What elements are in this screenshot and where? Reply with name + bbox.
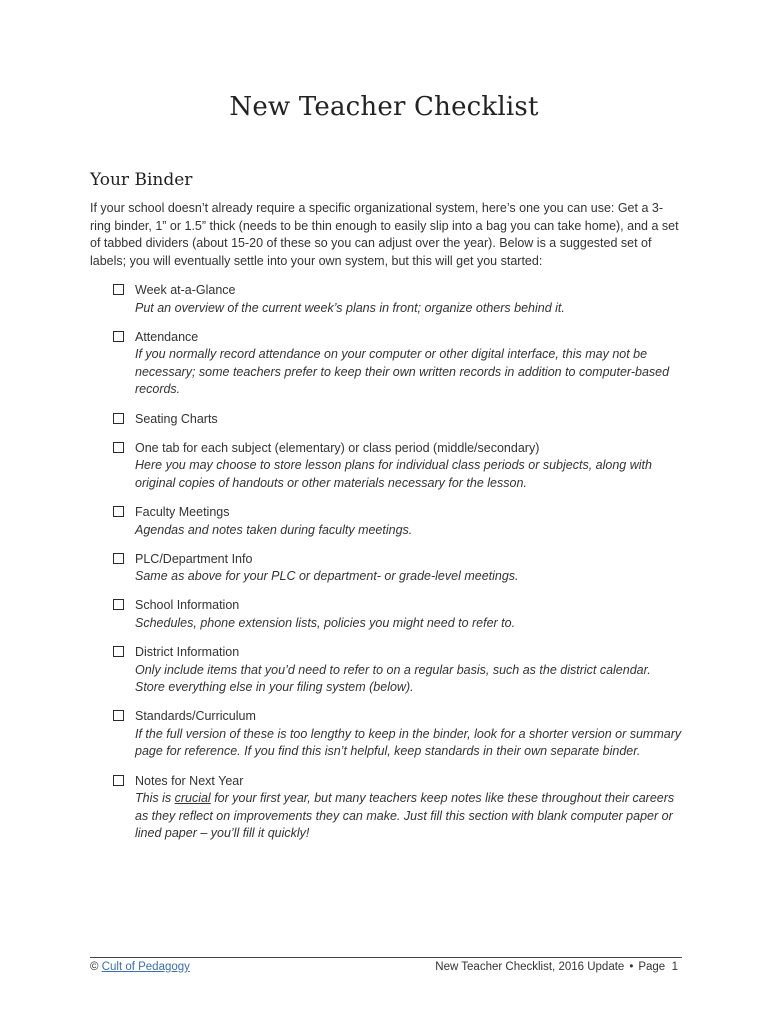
page-title: New Teacher Checklist [229, 92, 539, 122]
checklist-item-label: Faculty Meetings [135, 504, 230, 519]
checklist-item-description: If the full version of these is too lengthy to keep in the binder, look for a shorter version or summary page for reference. If you find this isn’t helpful, keep standards in their own separate binder. [135, 726, 682, 759]
checklist-item-label: Week at-a-Glance [135, 283, 236, 297]
checkbox[interactable] [113, 599, 124, 610]
checkbox[interactable] [113, 506, 124, 517]
checklist-item-week-at-a-glance [113, 282, 683, 317]
checklist-item-district-information [113, 644, 683, 697]
checklist-item-description [135, 790, 683, 843]
checklist-item-description: Only include items that you’d need to refer to on a regular basis, such as the district calendar. Store everything else in your filing system (below). [135, 662, 651, 695]
footer-copyright [90, 961, 190, 973]
description-text-before: This is [135, 791, 175, 806]
page-label: Page [638, 961, 666, 973]
checklist-item-label: One tab for each subject (elementary) or class period (middle/secondary) [135, 440, 540, 455]
checklist-item-label: Seating Charts [135, 411, 218, 426]
cult-of-pedagogy-link[interactable]: Cult of Pedagogy [101, 961, 190, 973]
checkbox[interactable] [113, 442, 124, 453]
intro-paragraph: If your school doesn’t already require a specific organizational system, here’s one you can use: Get a 3-ring binder, 1” or 1.5” thick (needs to be thin enough to easily slip into a bag you can take home), and a set of tabbed dividers (about 15-20 of these so you can adjust over the year). Below is a suggested set of labels; you will eventually settle into your own system, but this will get you started: [90, 201, 679, 268]
footer-divider [90, 957, 682, 958]
checklist-item-description: Schedules, phone extension lists, policies you might need to refer to. [135, 615, 516, 630]
checklist-item-description: Agendas and notes taken during faculty meetings. [135, 522, 413, 537]
emphasized-word: crucial [174, 791, 211, 806]
checkbox[interactable] [113, 284, 124, 295]
checklist-item-label: PLC/Department Info [135, 551, 253, 566]
copyright-symbol: © [90, 961, 99, 973]
checklist-item-seating-charts [113, 411, 683, 429]
section-heading: Your Binder [90, 170, 193, 190]
checklist-item-description: If you normally record attendance on your computer or other digital interface, this may not be necessary; some teachers prefer to keep their own written records in addition to computer-based records. [135, 347, 670, 397]
checkbox[interactable] [113, 553, 124, 564]
checklist-item-faculty-meetings [113, 504, 683, 539]
checkbox[interactable] [113, 413, 124, 424]
checklist-item-attendance [113, 329, 683, 399]
bullet-separator: • [629, 961, 634, 973]
checkbox[interactable] [113, 331, 124, 342]
checklist-item-label: District Information [135, 645, 240, 659]
checkbox[interactable] [113, 710, 124, 721]
checklist-item-school-information [113, 597, 683, 632]
checklist-item-subject-tabs [113, 440, 683, 493]
checklist-item-label: School Information [135, 598, 240, 613]
checklist-item-label: Standards/Curriculum [135, 709, 256, 724]
checkbox[interactable] [113, 646, 124, 657]
checklist-item-label: Notes for Next Year [135, 773, 244, 788]
footer-page-info [435, 961, 678, 973]
checklist-item-standards-curriculum [113, 708, 683, 761]
checklist-item-description: Same as above for your PLC or department- or grade-level meetings. [135, 569, 519, 584]
checkbox[interactable] [113, 775, 124, 786]
binder-checklist [113, 282, 683, 854]
checklist-item-description: Put an overview of the current week’s plans in front; organize others behind it. [135, 300, 565, 315]
checklist-item-notes-next-year [113, 773, 683, 843]
checklist-item-label: Attendance [135, 329, 199, 344]
footer-document-label: New Teacher Checklist, 2016 Update [435, 961, 625, 973]
checklist-item-plc-department [113, 551, 683, 586]
page-number: 1 [671, 961, 678, 973]
description-text-after: for your first year, but many teachers keep notes like these throughout their careers as they reflect on improvements they can make. Just fill this section with blank computer paper or lined paper – you’ll fill it quickly! [135, 791, 675, 841]
checklist-item-description: Here you may choose to store lesson plans for individual class periods or subjects, along with original copies of handouts or other materials necessary for the lesson. [135, 458, 652, 490]
